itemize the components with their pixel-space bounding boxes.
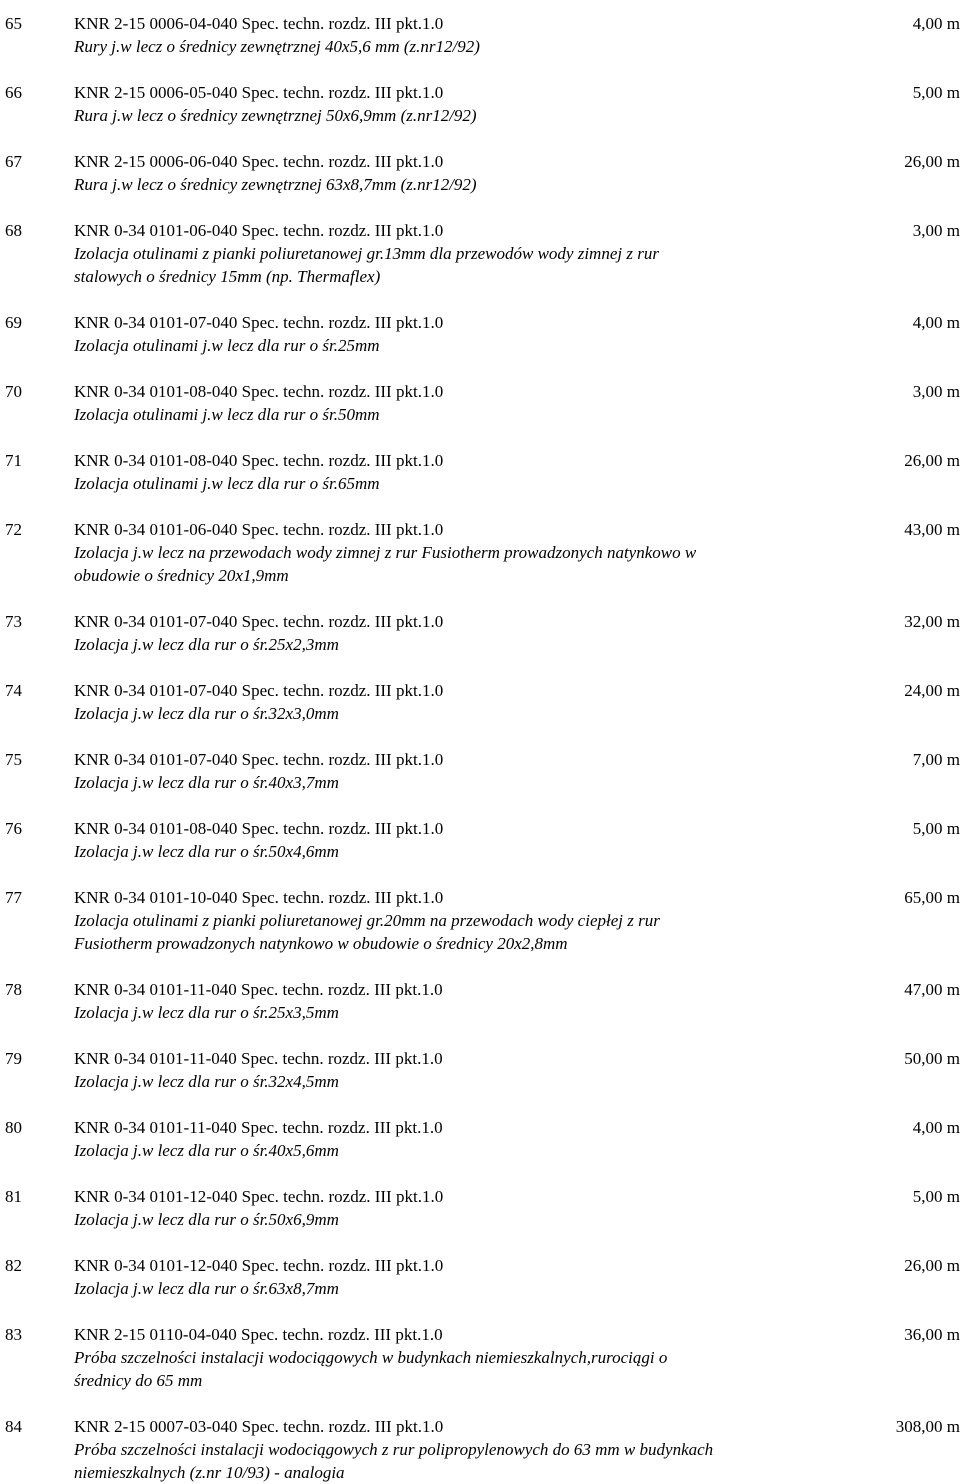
- item-quantity: 3,00 m: [912, 221, 960, 240]
- item-description-line: obudowie o średnicy 20x1,9mm: [74, 566, 289, 585]
- item-quantity: 50,00 m: [904, 1049, 960, 1068]
- item-description-line: Izolacja otulinami j.w lecz dla rur o śr.25mm: [74, 336, 380, 355]
- item-header-line: [0, 150, 960, 173]
- item-number: 78: [5, 980, 22, 999]
- list-item: [0, 748, 960, 794]
- item-number: 79: [5, 1049, 22, 1068]
- item-number: 83: [5, 1325, 22, 1344]
- item-catalog-code: KNR 0-34 0101-08-040 Spec. techn. rozdz. III pkt.1.0: [74, 451, 444, 470]
- item-catalog-code: KNR 0-34 0101-07-040 Spec. techn. rozdz. III pkt.1.0: [74, 750, 444, 769]
- item-quantity: 4,00 m: [912, 14, 960, 33]
- item-catalog-code: KNR 0-34 0101-07-040 Spec. techn. rozdz. III pkt.1.0: [74, 313, 444, 332]
- item-number: 73: [5, 612, 22, 631]
- item-number: 82: [5, 1256, 22, 1275]
- item-number: 72: [5, 520, 22, 539]
- item-number: 71: [5, 451, 22, 470]
- item-quantity: 5,00 m: [912, 1187, 960, 1206]
- item-number: 80: [5, 1118, 22, 1137]
- item-description-line: Próba szczelności instalacji wodociągowych z rur polipropylenowych do 63 mm w budynkach: [74, 1440, 714, 1459]
- item-header-line: [0, 1415, 960, 1438]
- list-item: [0, 12, 960, 58]
- item-catalog-code: KNR 2-15 0006-05-040 Spec. techn. rozdz. III pkt.1.0: [74, 83, 444, 102]
- item-number: 77: [5, 888, 22, 907]
- item-quantity: 47,00 m: [904, 980, 960, 999]
- item-catalog-code: KNR 0-34 0101-12-040 Spec. techn. rozdz. III pkt.1.0: [74, 1256, 444, 1275]
- item-description-line: Izolacja j.w lecz dla rur o śr.25x2,3mm: [74, 635, 339, 654]
- item-description-line: Rura j.w lecz o średnicy zewnętrznej 50x6,9mm (z.nr12/92): [74, 106, 477, 125]
- item-catalog-code: KNR 2-15 0006-06-040 Spec. techn. rozdz. III pkt.1.0: [74, 152, 444, 171]
- item-catalog-code: KNR 0-34 0101-07-040 Spec. techn. rozdz. III pkt.1.0: [74, 681, 444, 700]
- item-description-line: Izolacja j.w lecz na przewodach wody zimnej z rur Fusiotherm prowadzonych natynkowo w: [74, 543, 697, 562]
- item-quantity: 7,00 m: [912, 750, 960, 769]
- item-header-line: [0, 748, 960, 771]
- item-description-line: Izolacja otulinami j.w lecz dla rur o śr.65mm: [74, 474, 380, 493]
- item-header-line: [0, 380, 960, 403]
- item-number: 65: [5, 14, 22, 33]
- list-item: [0, 1254, 960, 1300]
- item-quantity: 24,00 m: [904, 681, 960, 700]
- item-header-line: [0, 12, 960, 35]
- item-header-line: [0, 978, 960, 1001]
- list-item: [0, 817, 960, 863]
- item-catalog-code: KNR 0-34 0101-11-040 Spec. techn. rozdz. III pkt.1.0: [74, 1049, 443, 1068]
- item-number: 84: [5, 1417, 22, 1436]
- item-description-line: stalowych o średnicy 15mm (np. Thermaflex): [74, 267, 381, 286]
- item-catalog-code: KNR 2-15 0110-04-040 Spec. techn. rozdz. III pkt.1.0: [74, 1325, 443, 1344]
- item-description-line: Izolacja j.w lecz dla rur o śr.63x8,7mm: [74, 1279, 339, 1298]
- item-catalog-code: KNR 0-34 0101-06-040 Spec. techn. rozdz. III pkt.1.0: [74, 221, 444, 240]
- item-quantity: 5,00 m: [912, 819, 960, 838]
- item-number: 67: [5, 152, 22, 171]
- item-quantity: 26,00 m: [904, 1256, 960, 1275]
- item-number: 68: [5, 221, 22, 240]
- item-header-line: [0, 1254, 960, 1277]
- item-header-line: [0, 219, 960, 242]
- item-description-line: Izolacja otulinami z pianki poliuretanowej gr.13mm dla przewodów wody zimnej z rur: [74, 244, 659, 263]
- item-description-line: średnicy do 65 mm: [74, 1371, 203, 1390]
- list-item: [0, 978, 960, 1024]
- list-item: [0, 679, 960, 725]
- item-header-line: [0, 1047, 960, 1070]
- list-item: [0, 150, 960, 196]
- list-item: [0, 219, 960, 288]
- item-description-line: Rury j.w lecz o średnicy zewnętrznej 40x5,6 mm (z.nr12/92): [74, 37, 480, 56]
- item-description-line: Izolacja j.w lecz dla rur o śr.32x4,5mm: [74, 1072, 339, 1091]
- list-item: [0, 610, 960, 656]
- item-quantity: 4,00 m: [912, 1118, 960, 1137]
- item-header-line: [0, 311, 960, 334]
- item-header-line: [0, 449, 960, 472]
- item-catalog-code: KNR 0-34 0101-11-040 Spec. techn. rozdz. III pkt.1.0: [74, 980, 443, 999]
- item-description-line: niemieszkalnych (z.nr 10/93) - analogia: [74, 1463, 345, 1482]
- item-description-line: Izolacja j.w lecz dla rur o śr.25x3,5mm: [74, 1003, 339, 1022]
- item-quantity: 26,00 m: [904, 451, 960, 470]
- item-header-line: [0, 610, 960, 633]
- item-description-line: Fusiotherm prowadzonych natynkowo w obudowie o średnicy 20x2,8mm: [74, 934, 568, 953]
- item-description-line: Izolacja j.w lecz dla rur o śr.40x5,6mm: [74, 1141, 339, 1160]
- item-number: 70: [5, 382, 22, 401]
- item-header-line: [0, 1185, 960, 1208]
- item-description-line: Izolacja j.w lecz dla rur o śr.32x3,0mm: [74, 704, 339, 723]
- item-description-line: Izolacja otulinami z pianki poliuretanowej gr.20mm na przewodach wody ciepłej z rur: [74, 911, 660, 930]
- item-quantity: 5,00 m: [912, 83, 960, 102]
- list-item: [0, 518, 960, 587]
- list-item: [0, 1323, 960, 1392]
- list-item: [0, 1185, 960, 1231]
- item-number: 66: [5, 83, 22, 102]
- list-item: [0, 1415, 960, 1484]
- item-header-line: [0, 518, 960, 541]
- item-catalog-code: KNR 0-34 0101-11-040 Spec. techn. rozdz. III pkt.1.0: [74, 1118, 443, 1137]
- list-item: [0, 81, 960, 127]
- item-header-line: [0, 1116, 960, 1139]
- item-catalog-code: KNR 2-15 0006-04-040 Spec. techn. rozdz. III pkt.1.0: [74, 14, 444, 33]
- item-catalog-code: KNR 0-34 0101-08-040 Spec. techn. rozdz. III pkt.1.0: [74, 819, 444, 838]
- item-number: 76: [5, 819, 22, 838]
- item-header-line: [0, 679, 960, 702]
- item-number: 75: [5, 750, 22, 769]
- item-description-line: Izolacja j.w lecz dla rur o śr.50x4,6mm: [74, 842, 339, 861]
- list-item: [0, 1047, 960, 1093]
- item-number: 74: [5, 681, 22, 700]
- item-catalog-code: KNR 0-34 0101-07-040 Spec. techn. rozdz. III pkt.1.0: [74, 612, 444, 631]
- item-catalog-code: KNR 0-34 0101-06-040 Spec. techn. rozdz. III pkt.1.0: [74, 520, 444, 539]
- list-item: [0, 311, 960, 357]
- item-catalog-code: KNR 0-34 0101-12-040 Spec. techn. rozdz. III pkt.1.0: [74, 1187, 444, 1206]
- item-catalog-code: KNR 2-15 0007-03-040 Spec. techn. rozdz. III pkt.1.0: [74, 1417, 444, 1436]
- item-header-line: [0, 886, 960, 909]
- item-header-line: [0, 1323, 960, 1346]
- list-item: [0, 1116, 960, 1162]
- list-item: [0, 449, 960, 495]
- item-quantity: 3,00 m: [912, 382, 960, 401]
- item-description-line: Izolacja otulinami j.w lecz dla rur o śr.50mm: [74, 405, 380, 424]
- item-quantity: 4,00 m: [912, 313, 960, 332]
- item-description-line: Izolacja j.w lecz dla rur o śr.40x3,7mm: [74, 773, 339, 792]
- item-quantity: 36,00 m: [904, 1325, 960, 1344]
- item-catalog-code: KNR 0-34 0101-10-040 Spec. techn. rozdz. III pkt.1.0: [74, 888, 444, 907]
- list-item: [0, 886, 960, 955]
- item-quantity: 65,00 m: [904, 888, 960, 907]
- item-quantity: 26,00 m: [904, 152, 960, 171]
- item-catalog-code: KNR 0-34 0101-08-040 Spec. techn. rozdz. III pkt.1.0: [74, 382, 444, 401]
- item-header-line: [0, 81, 960, 104]
- item-quantity: 32,00 m: [904, 612, 960, 631]
- list-item: [0, 380, 960, 426]
- item-description-line: Rura j.w lecz o średnicy zewnętrznej 63x8,7mm (z.nr12/92): [74, 175, 477, 194]
- item-header-line: [0, 817, 960, 840]
- item-quantity: 308,00 m: [895, 1417, 960, 1436]
- item-number: 81: [5, 1187, 22, 1206]
- item-number: 69: [5, 313, 22, 332]
- item-description-line: Izolacja j.w lecz dla rur o śr.50x6,9mm: [74, 1210, 339, 1229]
- item-quantity: 43,00 m: [904, 520, 960, 539]
- item-description-line: Próba szczelności instalacji wodociągowych w budynkach niemieszkalnych,rurociągi o: [74, 1348, 668, 1367]
